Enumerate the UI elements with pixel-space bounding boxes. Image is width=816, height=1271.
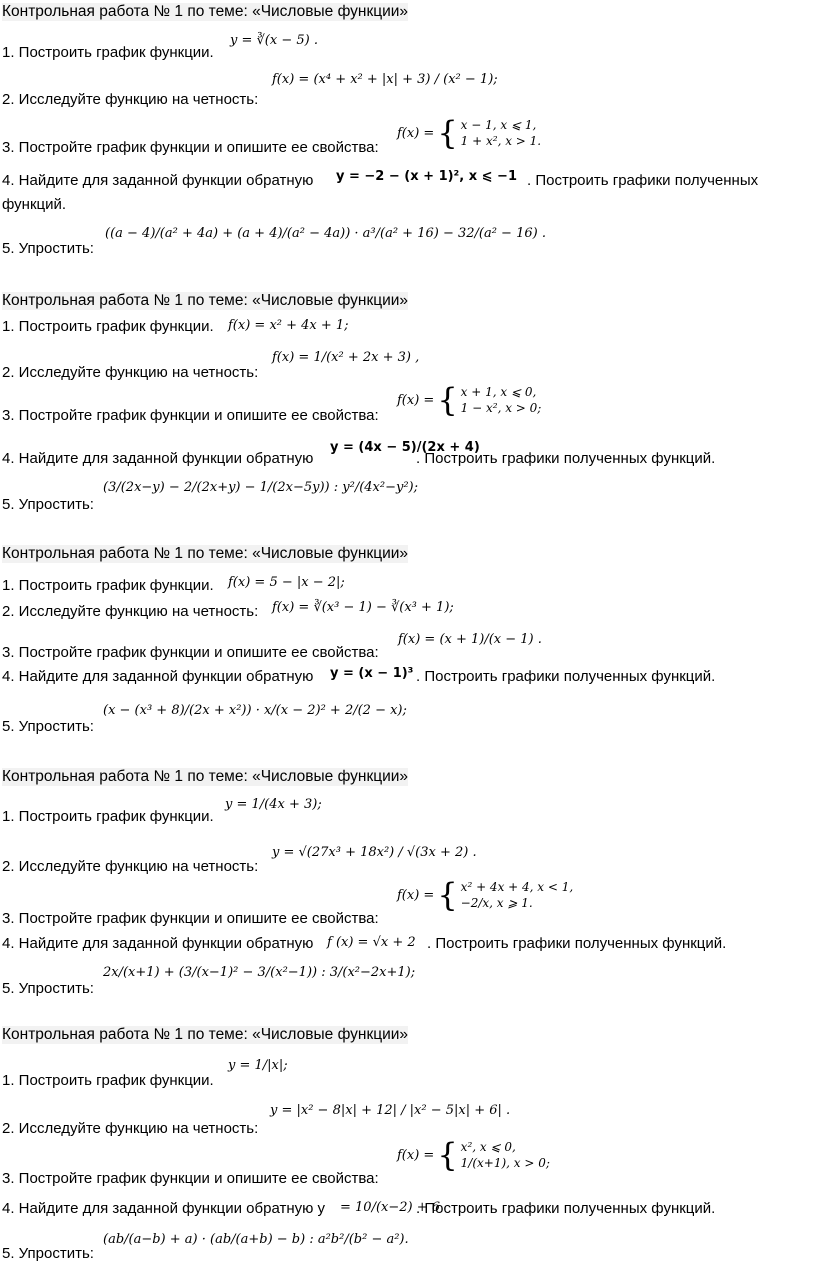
question-4-tail: . Построить графики полученных функций.: [416, 450, 716, 467]
formula-2: y = |x² − 8|x| + 12| / |x² − 5|x| + 6| .: [270, 1103, 511, 1118]
formula-5: (3/(2x−y) − 2/(2x+y) − 1/(2x−5y)) : y²/(4x²−y²);: [103, 480, 418, 495]
formula-3-case-1: x², x ⩽ 0,: [460, 1140, 516, 1154]
formula-3-case-1: x + 1, x ⩽ 0,: [460, 385, 537, 399]
variant-heading: Контрольная работа № 1 по теме: «Числовые функции»: [2, 292, 409, 309]
variant-heading: Контрольная работа № 1 по теме: «Числовые функции»: [2, 1026, 409, 1043]
formula-3-cases: [461, 1140, 550, 1170]
question-1: 1. Построить график функции.: [2, 577, 214, 594]
formula-1: f(x) = x² + 4x + 1;: [228, 318, 349, 333]
question-2: 2. Исследуйте функцию на четность:: [2, 1120, 259, 1137]
formula-3: f(x) = (x + 1)/(x − 1) .: [398, 632, 542, 647]
question-2: 2. Исследуйте функцию на четность:: [2, 858, 259, 875]
variant-heading: Контрольная работа № 1 по теме: «Числовые функции»: [2, 768, 409, 785]
question-3: 3. Постройте график функции и опишите ее свойства:: [2, 139, 379, 156]
brace-icon: {: [437, 1136, 458, 1174]
question-4: 4. Найдите для заданной функции обратную: [2, 172, 314, 189]
formula-3-case-2: −2/x, x ⩾ 1.: [460, 896, 533, 910]
formula-2: f(x) = ∛(x³ − 1) − ∛(x³ + 1);: [272, 600, 454, 615]
question-1: 1. Построить график функции.: [2, 808, 214, 825]
question-5: 5. Упростить:: [2, 718, 94, 735]
formula-1: f(x) = 5 − |x − 2|;: [228, 575, 345, 590]
formula-2: y = √(27x³ + 18x²) / √(3x + 2) .: [272, 845, 477, 860]
question-2: 2. Исследуйте функцию на четность:: [2, 91, 259, 108]
formula-3-prefix: f(x) =: [397, 125, 435, 141]
formula-2: f(x) = (x⁴ + x² + |x| + 3) / (x² − 1);: [272, 72, 498, 87]
question-2: 2. Исследуйте функцию на четность:: [2, 364, 259, 381]
formula-1: y = ∛(x − 5) .: [230, 33, 318, 48]
brace-icon: {: [437, 114, 458, 152]
variant-heading: Контрольная работа № 1 по теме: «Числовые функции»: [2, 3, 409, 20]
formula-4: y = (4x − 5)/(2x + 4): [330, 440, 480, 455]
formula-4: = 10/(x−2) + 6: [340, 1200, 441, 1215]
question-2: 2. Исследуйте функцию на четность:: [2, 603, 259, 620]
formula-4: f (x) = √x + 2: [327, 935, 416, 950]
formula-3-case-1: x − 1, x ⩽ 1,: [460, 118, 537, 132]
question-4-tail: . Построить графики полученных функций.: [416, 1200, 716, 1217]
formula-5: (ab/(a−b) + a) · (ab/(a+b) − b) : a²b²/(b² − a²).: [103, 1232, 409, 1247]
formula-3-case-1: x² + 4x + 4, x < 1,: [460, 880, 574, 894]
question-4: 4. Найдите для заданной функции обратную: [2, 935, 314, 952]
question-4-tail: . Построить графики полученных функций.: [427, 935, 727, 952]
brace-icon: {: [437, 381, 458, 419]
question-1: 1. Построить график функции.: [2, 318, 214, 335]
formula-4: y = (x − 1)³: [330, 666, 414, 681]
question-1: 1. Построить график функции.: [2, 44, 214, 61]
formula-3-prefix: f(x) =: [397, 392, 435, 408]
formula-1: y = 1/(4x + 3);: [225, 797, 322, 812]
question-5: 5. Упростить:: [2, 1245, 94, 1262]
question-3: 3. Постройте график функции и опишите ее свойства:: [2, 910, 379, 927]
formula-5: ((a − 4)/(a² + 4a) + (a + 4)/(a² − 4a)) · a³/(a² + 16) − 32/(a² − 16) .: [105, 226, 546, 241]
question-4: 4. Найдите для заданной функции обратную у: [2, 1200, 326, 1217]
question-4: 4. Найдите для заданной функции обратную: [2, 668, 314, 685]
formula-2: f(x) = 1/(x² + 2x + 3) ,: [272, 350, 420, 365]
formula-3-case-2: 1 + x², x > 1.: [460, 134, 542, 148]
formula-3-prefix: f(x) =: [397, 1147, 435, 1163]
question-5: 5. Упростить:: [2, 240, 94, 257]
question-5: 5. Упростить:: [2, 496, 94, 513]
question-3: 3. Постройте график функции и опишите ее свойства:: [2, 407, 379, 424]
question-3: 3. Постройте график функции и опишите ее свойства:: [2, 1170, 379, 1187]
question-5: 5. Упростить:: [2, 980, 94, 997]
question-4-tail-2: функций.: [2, 196, 67, 213]
formula-4: y = −2 − (x + 1)², x ⩽ −1: [336, 169, 517, 184]
formula-5: (x − (x³ + 8)/(2x + x²)) · x/(x − 2)² + 2/(2 − x);: [103, 703, 407, 718]
formula-3: [397, 1136, 550, 1174]
formula-3-prefix: f(x) =: [397, 887, 435, 903]
question-3: 3. Постройте график функции и опишите ее свойства:: [2, 644, 379, 661]
formula-1: y = 1/|x|;: [228, 1058, 288, 1073]
question-4-tail: . Построить графики полученных: [527, 172, 759, 189]
brace-icon: {: [437, 876, 458, 914]
question-4-tail: . Построить графики полученных функций.: [416, 668, 716, 685]
formula-3-case-2: 1 − x², x > 0;: [460, 401, 542, 415]
formula-3-case-2: 1/(x+1), x > 0;: [460, 1156, 550, 1170]
formula-5: 2x/(x+1) + (3/(x−1)² − 3/(x²−1)) : 3/(x²−2x+1);: [103, 965, 416, 980]
question-4: 4. Найдите для заданной функции обратную: [2, 450, 314, 467]
question-1: 1. Построить график функции.: [2, 1072, 214, 1089]
variant-heading: Контрольная работа № 1 по теме: «Числовые функции»: [2, 545, 409, 562]
